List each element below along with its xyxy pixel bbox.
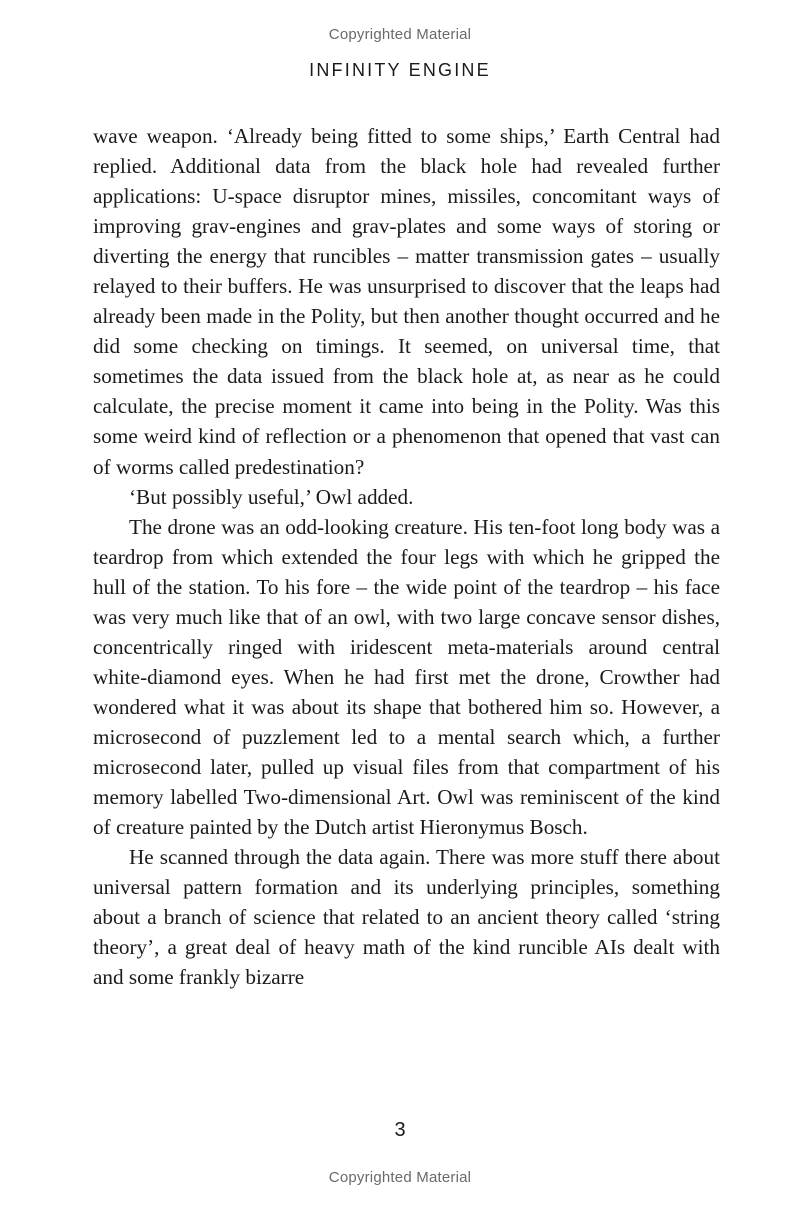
paragraph: ‘But possibly useful,’ Owl added. (129, 484, 414, 509)
body-text (93, 121, 720, 992)
running-head: INFINITY ENGINE (309, 60, 491, 80)
paragraph: wave weapon. ‘Already being fitted to some ships,’ Earth Central had replied. Additional data from the black hole had revealed further applications: U-space disruptor mines, missiles, concomitant ways of improving grav-engines and grav-plates and some ways of storing or diverting the energy that runcibles – matter transmission gates – usually relayed to their buffers. He was unsurprised to discover that the leaps had already been made in the Polity, but then another thought occurred and he did some checking on timings. It seemed, on universal time, that sometimes the data issued from the black hole at, as near as he could calculate, the precise moment it came into being in the Polity. Was this some weird kind of reflection or a phenomenon that opened that vast can of worms called predestination? (93, 124, 720, 479)
paragraph: The drone was an odd-looking creature. His ten-foot long body was a teardrop from which extended the four legs with which he gripped the hull of the station. To his fore – the wide point of the teardrop – his face was very much like that of an owl, with two large concave sensor dishes, concentrically ringed with iridescent meta-materials around central white-diamond eyes. When he had first met the drone, Crowther had wondered what it was about its shape that bothered him so. However, a microsecond of puzzlement led to a mental search which, a further microsecond later, pulled up visual files from that compartment of his memory labelled Two-dimensional Art. Owl was reminiscent of the kind of creature painted by the Dutch artist Hieronymus Bosch. (93, 514, 720, 840)
copyright-watermark-top: Copyrighted Material (328, 26, 472, 43)
paragraph: He scanned through the data again. There was more stuff there about universal pattern formation and its underlying principles, something about a branch of science that related to an ancient theory called ‘string theory’, a great deal of heavy math of the kind runcible AIs dealt with and some frankly bizarre (93, 845, 720, 990)
copyright-watermark-bottom: Copyrighted Material (328, 1169, 472, 1186)
page-number: 3 (394, 1119, 406, 1141)
